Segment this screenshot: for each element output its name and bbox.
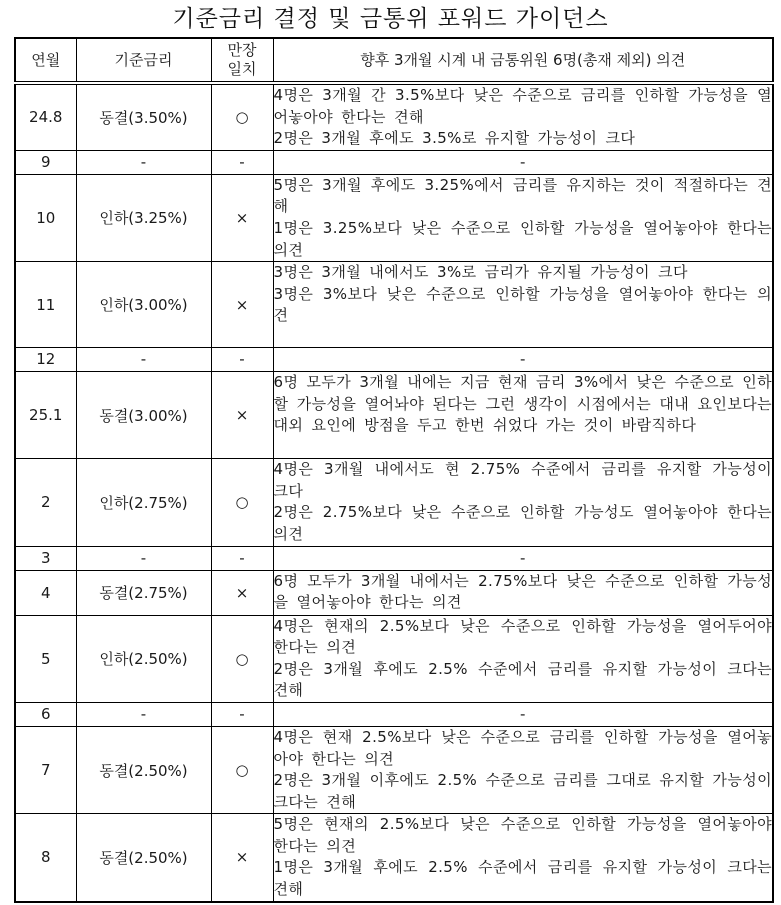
table-row bbox=[15, 372, 773, 459]
cell-rate: 동결(2.75%) bbox=[76, 570, 211, 615]
opinion-line: 3명은 3개월 내에서도 3%로 금리가 유지될 가능성이 크다 bbox=[273, 263, 688, 282]
cell-rate: 인하(2.75%) bbox=[76, 459, 211, 546]
table-row bbox=[15, 83, 773, 150]
opinion-line: 4명은 3개월 내에서도 현 2.75% 수준에서 금리를 유지할 가능성이 크다 bbox=[273, 460, 772, 500]
opinion-line: 2명은 3개월 후에도 3.5%로 유지할 가능성이 크다 bbox=[273, 129, 636, 148]
cell-unanimous: ○ bbox=[211, 459, 273, 546]
cell-unanimous: - bbox=[211, 150, 273, 174]
opinion-line: 2명은 2.75%보다 낮은 수준으로 인하할 가능성도 열어놓아야 한다는 의견 bbox=[273, 503, 772, 543]
table-row bbox=[15, 726, 773, 813]
table-row bbox=[15, 459, 773, 546]
cell-opinion bbox=[273, 570, 773, 615]
opinion-line: 5명은 현재의 2.5%보다 낮은 수준으로 인하할 가능성을 열어놓아야 한다는 의견 bbox=[273, 815, 772, 855]
cell-unanimous: × bbox=[211, 814, 273, 902]
header-unanimous-line1: 만장 bbox=[227, 41, 257, 59]
table-row bbox=[15, 546, 773, 570]
cell-unanimous: × bbox=[211, 262, 273, 348]
opinion-line: 4명은 현재 2.5%보다 낮은 수준으로 금리를 인하할 가능성을 열어놓아야 한다는 의견 bbox=[273, 727, 772, 768]
cell-month: 10 bbox=[15, 174, 76, 261]
cell-unanimous: ○ bbox=[211, 83, 273, 150]
cell-opinion bbox=[273, 83, 773, 150]
cell-rate: - bbox=[76, 546, 211, 570]
opinion-line: 3명은 3%보다 낮은 수준으로 인하할 가능성을 열어놓아야 한다는 의견 bbox=[273, 284, 772, 325]
opinion-line: 5명은 3개월 후에도 3.25%에서 금리를 유지하는 것이 적절하다는 견해 bbox=[273, 175, 772, 216]
cell-rate: 인하(2.50%) bbox=[76, 615, 211, 702]
table-row bbox=[15, 615, 773, 702]
cell-month: 3 bbox=[15, 546, 76, 570]
table-row bbox=[15, 262, 773, 348]
cell-opinion bbox=[273, 726, 773, 813]
opinion-line: 6명 모두가 3개월 내에서는 2.75%보다 낮은 수준으로 인하할 가능성을 열어놓아야 한다는 의견 bbox=[273, 571, 772, 612]
cell-month: 5 bbox=[15, 615, 76, 702]
cell-month: 7 bbox=[15, 726, 76, 813]
cell-opinion bbox=[273, 615, 773, 702]
header-rate: 기준금리 bbox=[76, 38, 211, 83]
cell-rate: - bbox=[76, 702, 211, 726]
table-row bbox=[15, 814, 773, 902]
cell-opinion bbox=[273, 262, 773, 348]
cell-unanimous: ○ bbox=[211, 726, 273, 813]
cell-opinion bbox=[273, 372, 773, 459]
cell-month: 6 bbox=[15, 702, 76, 726]
cell-opinion: - bbox=[273, 546, 773, 570]
cell-opinion: - bbox=[273, 702, 773, 726]
cell-opinion bbox=[273, 174, 773, 261]
cell-month: 4 bbox=[15, 570, 76, 615]
cell-opinion: - bbox=[273, 348, 773, 372]
table-row bbox=[15, 702, 773, 726]
cell-rate: 동결(2.50%) bbox=[76, 726, 211, 813]
table-row bbox=[15, 348, 773, 372]
cell-unanimous: - bbox=[211, 702, 273, 726]
header-month: 연월 bbox=[15, 38, 76, 83]
cell-unanimous: × bbox=[211, 174, 273, 261]
cell-opinion: - bbox=[273, 150, 773, 174]
header-unanimous-line2: 일치 bbox=[227, 60, 257, 78]
cell-rate: - bbox=[76, 348, 211, 372]
cell-rate: 동결(3.50%) bbox=[76, 83, 211, 150]
cell-unanimous: ○ bbox=[211, 615, 273, 702]
cell-month: 11 bbox=[15, 262, 76, 348]
opinion-line: 6명 모두가 3개월 내에는 지금 현재 금리 3%에서 낮은 수준으로 인하할 가능성을 열어놔야 된다는 그런 생각이 시점에서는 대내 요인보다는 대외 요인에 방점을 두고 한번 쉬었다 가는 것이 바람직하다 bbox=[273, 373, 772, 435]
opinion-line: 2명은 3개월 후에도 2.5% 수준에서 금리를 유지할 가능성이 크다는 견해 bbox=[273, 659, 772, 700]
opinion-line: 2명은 3개월 이후에도 2.5% 수준으로 금리를 그대로 유지할 가능성이 크다는 견해 bbox=[273, 771, 772, 811]
cell-unanimous: × bbox=[211, 372, 273, 459]
opinion-line: 4명은 3개월 간 3.5%보다 낮은 수준으로 금리를 인하할 가능성을 열어놓아야 한다는 견해 bbox=[273, 86, 772, 126]
cell-month: 25.1 bbox=[15, 372, 76, 459]
table-row bbox=[15, 570, 773, 615]
cell-opinion bbox=[273, 814, 773, 902]
header-unanimous bbox=[211, 38, 273, 83]
opinion-line: 4명은 현재의 2.5%보다 낮은 수준으로 인하할 가능성을 열어두어야 한다는 의견 bbox=[273, 616, 772, 657]
forward-guidance-table bbox=[14, 37, 774, 903]
table-row bbox=[15, 150, 773, 174]
cell-rate: 동결(2.50%) bbox=[76, 814, 211, 902]
cell-unanimous: × bbox=[211, 570, 273, 615]
table-row bbox=[15, 174, 773, 261]
cell-rate: - bbox=[76, 150, 211, 174]
header-opinion: 향후 3개월 시계 내 금통위원 6명(총재 제외) 의견 bbox=[273, 38, 773, 83]
cell-unanimous: - bbox=[211, 546, 273, 570]
cell-month: 9 bbox=[15, 150, 76, 174]
cell-rate: 동결(3.00%) bbox=[76, 372, 211, 459]
cell-month: 8 bbox=[15, 814, 76, 902]
opinion-line: 1명은 3개월 후에도 2.5% 수준에서 금리를 유지할 가능성이 크다는 견해 bbox=[273, 858, 772, 899]
cell-month: 24.8 bbox=[15, 83, 76, 150]
cell-unanimous: - bbox=[211, 348, 273, 372]
cell-month: 2 bbox=[15, 459, 76, 546]
opinion-line: 1명은 3.25%보다 낮은 수준으로 인하할 가능성을 열어놓아야 한다는 의견 bbox=[273, 218, 772, 259]
page-title: 기준금리 결정 및 금통위 포워드 가이던스 bbox=[172, 6, 609, 32]
cell-month: 12 bbox=[15, 348, 76, 372]
cell-rate: 인하(3.00%) bbox=[76, 262, 211, 348]
cell-opinion bbox=[273, 459, 773, 546]
header-row bbox=[15, 38, 773, 83]
cell-rate: 인하(3.25%) bbox=[76, 174, 211, 261]
